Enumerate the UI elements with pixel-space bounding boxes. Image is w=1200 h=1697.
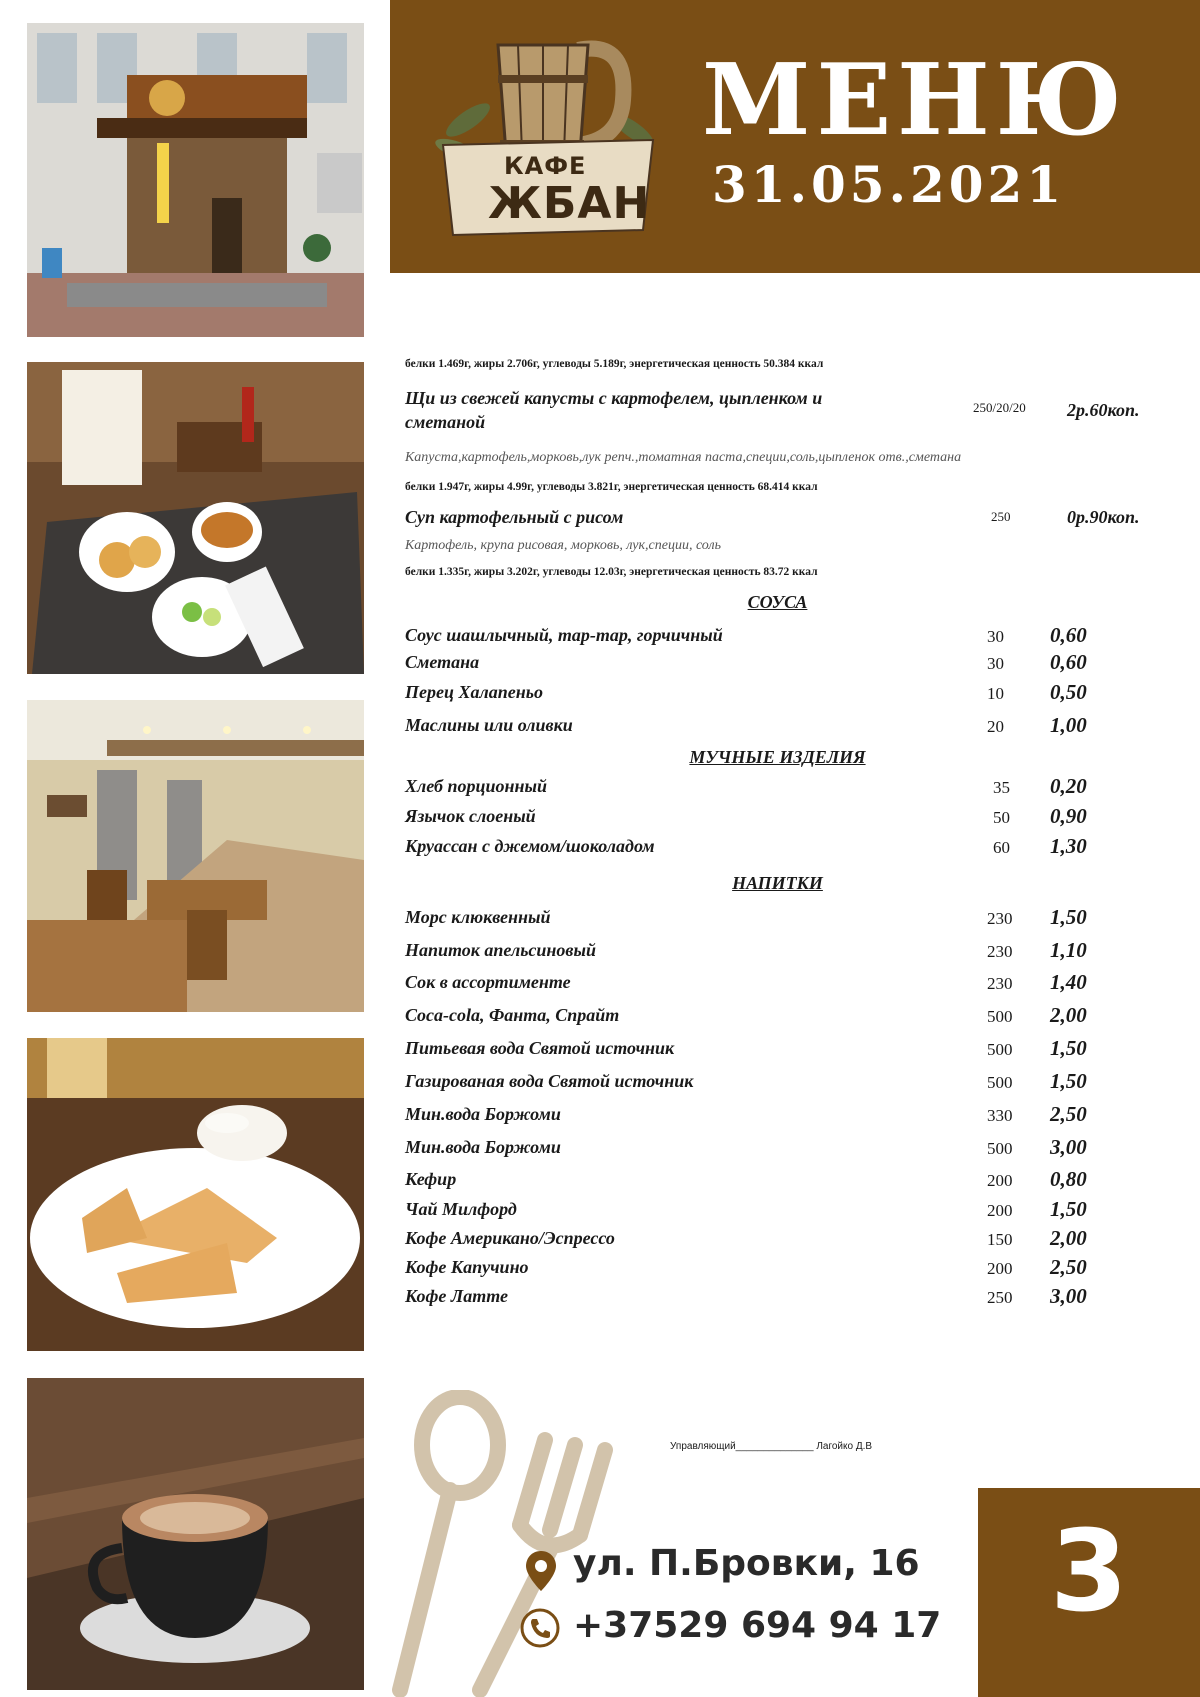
item-price: 3,00 [1050, 1284, 1087, 1308]
item-weight: 330 [987, 1106, 1013, 1125]
menu-item [405, 907, 1125, 935]
photo-dining-hall [27, 700, 364, 1012]
item-price: 2р.60коп. [1067, 400, 1140, 420]
item-price: 1,30 [1050, 834, 1087, 858]
item-price: 1,40 [1050, 970, 1087, 994]
item-name: Coca-cola, Фанта, Спрайт [405, 1005, 620, 1025]
item-price: 1,00 [1050, 713, 1087, 737]
item-name: Питьевая вода Святой источник [405, 1038, 675, 1058]
item-weight: 230 [987, 974, 1013, 993]
menu-item [405, 1199, 1125, 1227]
menu-item-soup-rice [405, 505, 1140, 533]
item-name: Мин.вода Боржоми [405, 1137, 561, 1157]
item-weight: 50 [993, 808, 1010, 827]
item-name: Сметана [405, 652, 480, 672]
item-price: 2,50 [1050, 1102, 1087, 1126]
item-weight: 230 [987, 909, 1013, 928]
item-name: Кофе Американо/Эспрессо [405, 1228, 615, 1248]
item-price: 0,60 [1050, 650, 1087, 674]
item-weight: 250/20/20 [973, 400, 1026, 415]
menu-item [405, 972, 1125, 1000]
menu-title: МЕНЮ [702, 43, 1128, 158]
item-weight: 10 [987, 684, 1004, 703]
ingredients: Капуста,картофель,морковь,лук репч.,томатная паста,специи,соль,цыпленок отв.,сметана [405, 450, 962, 465]
menu-item [405, 1169, 1125, 1197]
photo-pancakes [27, 1038, 364, 1351]
item-name: Газированая вода Святой источник [405, 1071, 694, 1091]
item-name: Соус шашлычный, тар-тар, горчичный [405, 625, 723, 645]
logo-text-name: ЖБАН [488, 178, 651, 229]
item-weight: 150 [987, 1230, 1013, 1249]
item-weight: 500 [987, 1007, 1013, 1026]
item-name: Суп картофельный с рисом [405, 507, 624, 527]
menu-item [405, 1038, 1125, 1066]
item-name: Мин.вода Боржоми [405, 1104, 561, 1124]
item-name: Морс клюквенный [405, 907, 551, 927]
item-price: 1,50 [1050, 1036, 1087, 1060]
cafe-logo [428, 30, 668, 240]
photo-lunch-tray [27, 362, 364, 674]
item-weight: 200 [987, 1171, 1013, 1190]
menu-item [405, 1137, 1125, 1165]
menu-item-soup-cabbage [405, 386, 1140, 436]
logo-text-cafe: КАФЕ [504, 152, 587, 180]
item-weight: 20 [987, 717, 1004, 736]
menu-item [405, 940, 1125, 968]
item-name: Перец Халапеньо [405, 682, 543, 702]
menu-item [405, 715, 1125, 743]
menu-item [405, 1228, 1125, 1256]
item-price: 1,10 [1050, 938, 1087, 962]
item-name: Хлеб порционный [405, 776, 547, 796]
item-price: 1,50 [1050, 1197, 1087, 1221]
page-number: 3 [1050, 1507, 1128, 1637]
menu-item [405, 806, 1125, 834]
item-name: Кефир [405, 1169, 457, 1189]
item-name: Кофе Латте [405, 1286, 508, 1306]
item-weight: 500 [987, 1073, 1013, 1092]
menu-item [405, 682, 1125, 710]
section-title-sauces: СОУСА [747, 592, 808, 612]
menu-item [405, 625, 1125, 653]
item-price: 0,50 [1050, 680, 1087, 704]
item-name: Чай Милфорд [405, 1199, 517, 1219]
menu-item [405, 1005, 1125, 1033]
item-weight: 500 [987, 1040, 1013, 1059]
header-band [390, 0, 1200, 273]
item-price: 2,50 [1050, 1255, 1087, 1279]
item-price: 3,00 [1050, 1135, 1087, 1159]
item-price: 0,60 [1050, 623, 1087, 647]
item-price: 1,50 [1050, 1069, 1087, 1093]
section-title-drinks: НАПИТКИ [732, 873, 823, 893]
item-name: Язычок слоеный [405, 806, 536, 826]
item-weight: 30 [987, 654, 1004, 673]
item-weight: 500 [987, 1139, 1013, 1158]
nutrition-info: белки 1.469г, жиры 2.706г, углеводы 5.189г, энергетическая ценность 50.384 ккал [405, 358, 824, 370]
phone-icon [520, 1608, 560, 1648]
menu-item [405, 1104, 1125, 1132]
item-weight: 30 [987, 627, 1004, 646]
manager-signature: Управляющий______________ Лагойко Д.В [670, 1441, 873, 1452]
photo-cafe-exterior [27, 23, 364, 337]
menu-date: 31.05.2021 [712, 155, 1066, 214]
item-price: 1,50 [1050, 905, 1087, 929]
item-price: 0р.90коп. [1067, 507, 1140, 527]
address-text: ул. П.Бровки, 16 [573, 1543, 920, 1584]
item-name: Напиток апельсиновый [405, 940, 596, 960]
item-weight: 200 [987, 1259, 1013, 1278]
item-name: Кофе Капучино [405, 1257, 529, 1277]
page-number-box [978, 1488, 1200, 1697]
menu-item [405, 1071, 1125, 1099]
item-weight: 230 [987, 942, 1013, 961]
item-weight: 250 [991, 509, 1011, 524]
nutrition-info: белки 1.947г, жиры 4.99г, углеводы 3.821г, энергетическая ценность 68.414 ккал [405, 481, 818, 493]
item-price: 2,00 [1050, 1226, 1087, 1250]
ingredients: Картофель, крупа рисовая, морковь, лук,специи, соль [405, 538, 721, 553]
item-price: 0,20 [1050, 774, 1087, 798]
location-pin-icon [524, 1549, 558, 1593]
photo-coffee-cup [27, 1378, 364, 1690]
item-price: 0,90 [1050, 804, 1087, 828]
item-weight: 35 [993, 778, 1010, 797]
menu-item [405, 776, 1125, 804]
item-price: 2,00 [1050, 1003, 1087, 1027]
item-weight: 250 [987, 1288, 1013, 1307]
item-price: 0,80 [1050, 1167, 1087, 1191]
item-name: Сок в ассортименте [405, 972, 571, 992]
nutrition-info: белки 1.335г, жиры 3.202г, углеводы 12.03г, энергетическая ценность 83.72 ккал [405, 566, 818, 578]
item-weight: 200 [987, 1201, 1013, 1220]
item-name: Щи из свежей капусты с картофелем, цыпленком и сметаной [405, 388, 823, 432]
menu-item [405, 652, 1125, 680]
section-title-bakery: МУЧНЫЕ ИЗДЕЛИЯ [689, 747, 866, 767]
menu-item [405, 1257, 1125, 1285]
menu-item [405, 1286, 1125, 1314]
item-name: Маслины или оливки [405, 715, 573, 735]
menu-item [405, 836, 1125, 864]
item-weight: 60 [993, 838, 1010, 857]
phone-text: +37529 694 94 17 [573, 1605, 942, 1646]
item-name: Круассан с джемом/шоколадом [405, 836, 655, 856]
